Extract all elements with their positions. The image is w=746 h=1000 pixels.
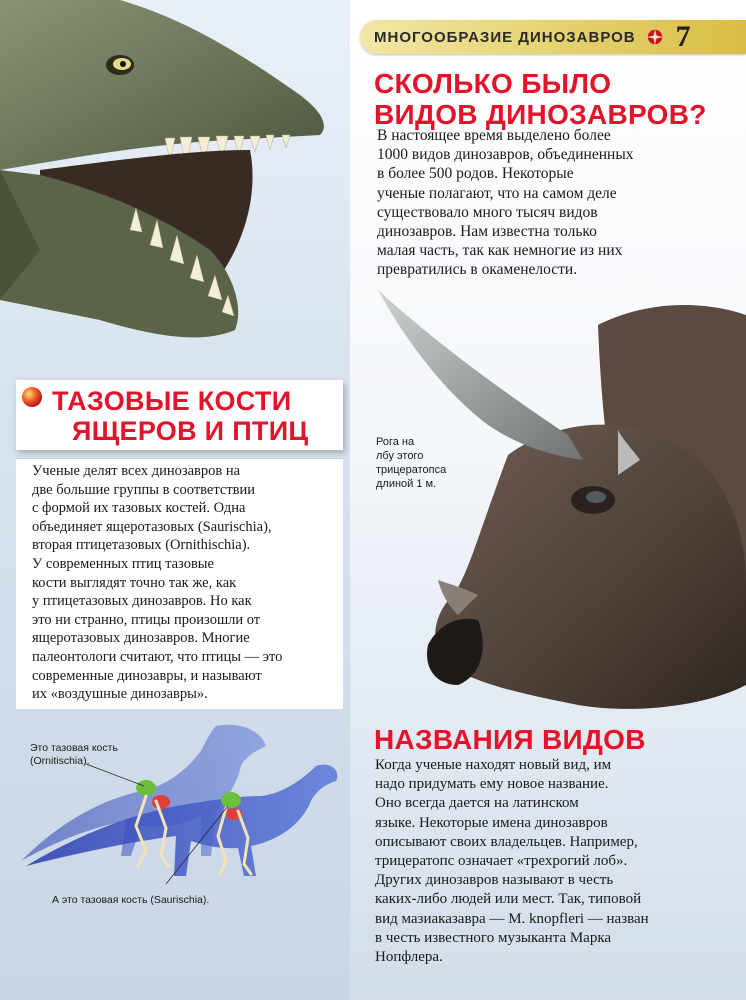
compass-rose-icon: [646, 28, 664, 46]
caption-line: длиной 1 м.: [376, 478, 437, 490]
text-line: палеонтологи считают, что птицы — это: [32, 648, 283, 665]
species-names-text: [375, 756, 743, 967]
text-line: Других динозавров называют в честь: [375, 872, 614, 889]
section-header-bar: [360, 20, 746, 54]
text-line: вид мазиаказавра — M. knopfleri — назван: [375, 910, 649, 927]
text-line: 1000 видов динозавров, объединенных: [377, 146, 634, 164]
pelvis-heading-line2: ЯЩЕРОВ И ПТИЦ: [72, 416, 309, 446]
caption-line: (Ornitischia).: [30, 755, 90, 767]
text-line: это ни странно, птицы произошли от: [32, 611, 261, 628]
text-line: ученые полагают, что на самом деле: [377, 184, 617, 202]
text-line: их «воздушные динозавры».: [32, 686, 208, 703]
text-line: Ученые делят всех динозавров на: [32, 463, 241, 479]
caption-line: трицератопса: [376, 464, 447, 476]
section-title: МНОГООБРАЗИЕ ДИНОЗАВРОВ: [374, 28, 636, 46]
triceratops-head-illustration: [378, 285, 746, 725]
species-count-text: [377, 126, 737, 280]
triceratops-caption: [376, 435, 466, 491]
caption-line: Рога на: [376, 436, 415, 448]
species-count-heading-line2: ВИДОВ ДИНОЗАВРОВ?: [374, 99, 707, 130]
text-line: ящеротазовых динозавров. Многие: [32, 630, 250, 647]
page-number: 7: [675, 20, 691, 53]
text-line: динозавров. Нам известна только: [377, 223, 597, 241]
text-line: малая часть, так как немногие из них: [377, 242, 623, 260]
text-line: превратились в окаменелости.: [377, 261, 578, 279]
text-line: надо придумать ему новое название.: [375, 776, 609, 793]
text-line: В настоящее время выделено более: [377, 127, 611, 144]
text-line: кости выглядят точно так же, как: [32, 574, 237, 591]
text-line: в более 500 родов. Некоторые: [377, 165, 574, 183]
text-line: Оно всегда дается на латинском: [375, 795, 579, 812]
tyrannosaurus-head-illustration: [0, 0, 330, 360]
caption-line: Это тазовая кость: [30, 742, 118, 754]
text-line: существовало много тысяч видов: [377, 203, 598, 221]
species-count-heading: [374, 68, 707, 130]
ornithischia-label: [30, 742, 170, 768]
text-line: каких-либо людей или мест. Так, типовой: [375, 891, 642, 908]
saurischia-label: [52, 894, 312, 907]
caption-line: А это тазовая кость (Saurischia).: [52, 894, 210, 906]
text-line: объединяет ящеротазовых (Saurischia),: [32, 518, 272, 535]
text-line: У современных птиц тазовые: [32, 555, 214, 572]
pelvis-heading-line1: ТАЗОВЫЕ КОСТИ: [52, 386, 292, 416]
red-orb-bullet-icon: [20, 385, 44, 409]
caption-line: лбу этого: [376, 450, 424, 462]
species-count-heading-line1: СКОЛЬКО БЫЛО: [374, 68, 612, 99]
text-line: Нопфлера.: [375, 949, 443, 966]
species-names-heading: НАЗВАНИЯ ВИДОВ: [374, 724, 646, 755]
text-line: с формой их тазовых костей. Одна: [32, 500, 246, 517]
text-line: трицератопс означает «трехрогий лоб».: [375, 853, 628, 870]
pelvis-text: [32, 462, 342, 704]
text-line: языке. Некоторые имена динозавров: [375, 814, 608, 831]
pelvis-heading: [52, 386, 308, 446]
text-line: описывают своих владельцев. Например,: [375, 833, 638, 850]
text-line: Когда ученые находят новый вид, им: [375, 757, 612, 773]
text-line: у птицетазовых динозавров. Но как: [32, 593, 252, 610]
text-line: две большие группы в соответствии: [32, 481, 256, 498]
text-line: современные динозавры, и называют: [32, 667, 262, 684]
text-line: вторая птицетазовых (Ornithischia).: [32, 537, 251, 554]
text-line: в честь известного музыканта Марка: [375, 929, 612, 946]
